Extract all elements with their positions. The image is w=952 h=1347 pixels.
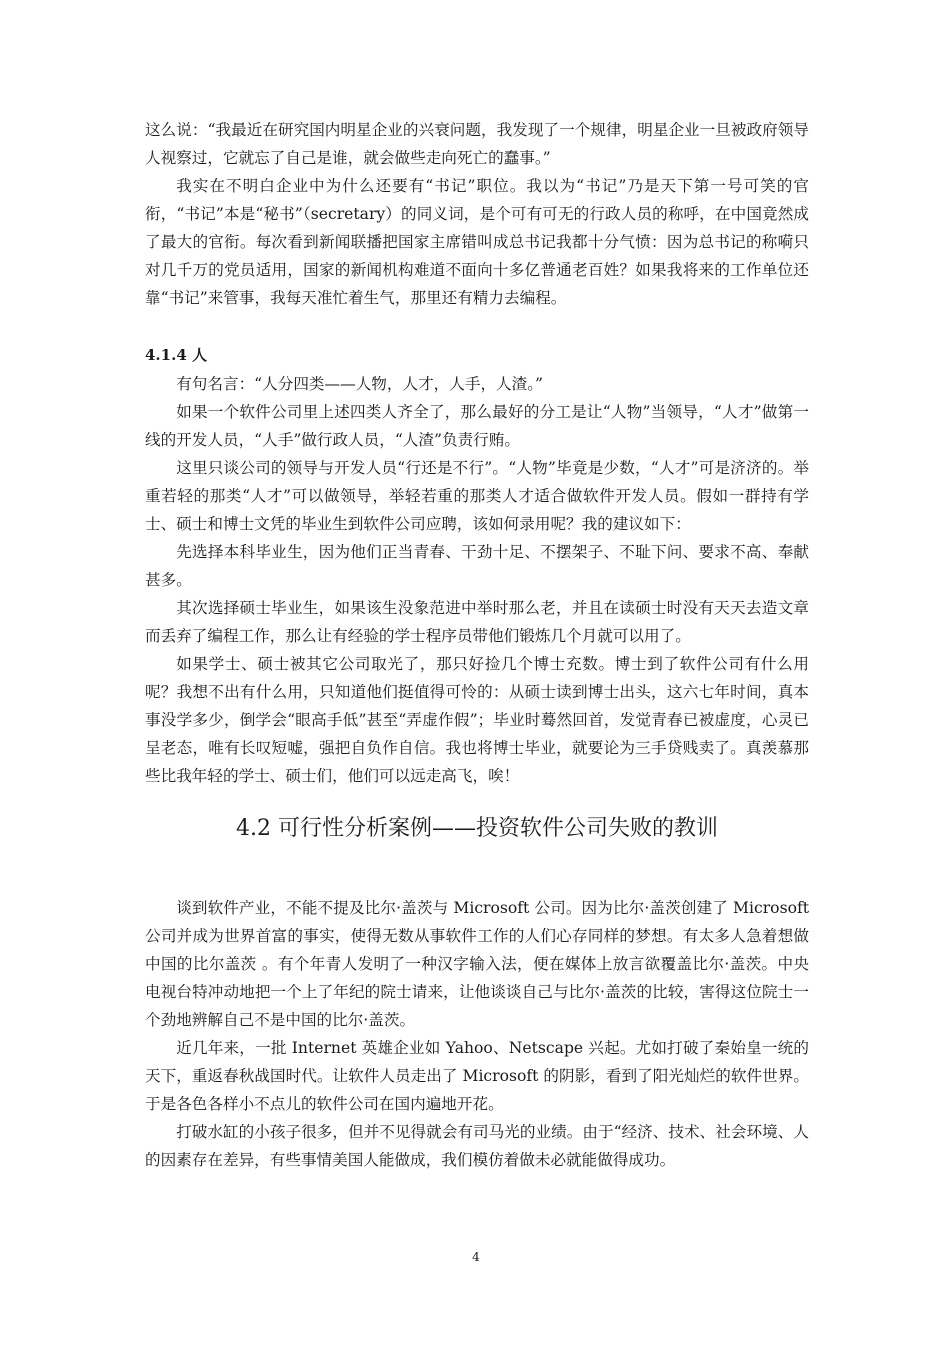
paragraph: 谈到软件产业，不能不提及比尔·盖茨与 Microsoft 公司。因为比尔·盖茨创建了 Microsoft 公司并成为世界首富的事实，使得无数从事软件工作的人们心存同样的梦想。有太多人急着想做中国的比尔盖茨 。有个年青人发明了一种汉字输入法，便在媒体上放言欲覆盖比尔·盖茨。中央电视台特冲动地把一个上了年纪的院士请来，让他谈谈自己与比尔·盖茨的比较，害得这位院士一个劲地辨解自己不是中国的比尔·盖茨。 — [145, 899, 809, 1029]
paragraph: 先选择本科毕业生，因为他们正当青春、干劲十足、不摆架子、不耻下问、要求不高、奉献甚多。 — [145, 543, 809, 589]
paragraph: 如果一个软件公司里上述四类人齐全了，那么最好的分工是让“人物”当领导，“人才”做第一线的开发人员，“人手”做行政人员，“人渣”负责行贿。 — [145, 403, 809, 449]
paragraph: 这里只谈公司的领导与开发人员“行还是不行”。“人物”毕竟是少数，“人才”可是济济的。举重若轻的那类“人才”可以做领导，举轻若重的那类人才适合做软件开发人员。假如一群持有学士、硕士和博士文凭的毕业生到软件公司应聘，该如何录用呢？我的建议如下： — [145, 459, 809, 533]
paragraph: 其次选择硕士毕业生，如果该生没象范进中举时那么老，并且在读硕士时没有天天去造文章而丢弃了编程工作，那么让有经验的学士程序员带他们锻炼几个月就可以用了。 — [145, 599, 809, 645]
paragraph: 这么说：“我最近在研究国内明星企业的兴衰问题，我发现了一个规律，明星企业一旦被政府领导人视察过，它就忘了自己是谁，就会做些走向死亡的蠢事。” — [145, 121, 809, 167]
document-body — [145, 116, 809, 1174]
paragraph: 有句名言：“人分四类——人物，人才，人手，人渣。” — [176, 375, 543, 393]
paragraph: 如果学士、硕士被其它公司取光了，那只好捡几个博士充数。博士到了软件公司有什么用呢？我想不出有什么用，只知道他们挺值得可怜的：从硕士读到博士出头，这六七年时间，真本事没学多少，倒学会“眼高手低”甚至“弄虚作假”；毕业时蓦然回首，发觉青春已被虚度，心灵已呈老态，唯有长叹短嘘，强把自负作自信。我也将博士毕业，就要论为三手贷贱卖了。真羡慕那些比我年轻的学士、硕士们，他们可以远走高飞，唉！ — [145, 655, 809, 785]
paragraph: 近几年来，一批 Internet 英雄企业如 Yahoo、Netscape 兴起。尤如打破了秦始皇一统的天下，重返春秋战国时代。让软件人员走出了 Microsoft 的阴影，看到了阳光灿烂的软件世界。于是各色各样小不点儿的软件公司在国内遍地开花。 — [145, 1039, 809, 1113]
paragraph: 打破水缸的小孩子很多，但并不见得就会有司马光的业绩。由于“经济、技术、社会环境、人的因素存在差异，有些事情美国人能做成，我们模仿着做未必就能做得成功。 — [145, 1123, 809, 1169]
subsection-heading: 4.1.4 人 — [145, 346, 207, 364]
section-heading: 4.2 可行性分析案例——投资软件公司失败的教训 — [236, 816, 718, 841]
paragraph: 我实在不明白企业中为什么还要有“书记”职位。我以为“书记”乃是天下第一号可笑的官衔，“书记”本是“秘书”（secretary）的同义词，是个可有可无的行政人员的称呼，在中国竟然成了最大的官衔。每次看到新闻联播把国家主席错叫成总书记我都十分气愤：因为总书记的称嗬只对几千万的党员适用，国家的新闻机构难道不面向十多亿普通老百姓？如果我将来的工作单位还靠“书记”来管事，我每天准忙着生气，那里还有精力去编程。 — [145, 177, 809, 307]
page-number: 4 — [472, 1250, 480, 1264]
